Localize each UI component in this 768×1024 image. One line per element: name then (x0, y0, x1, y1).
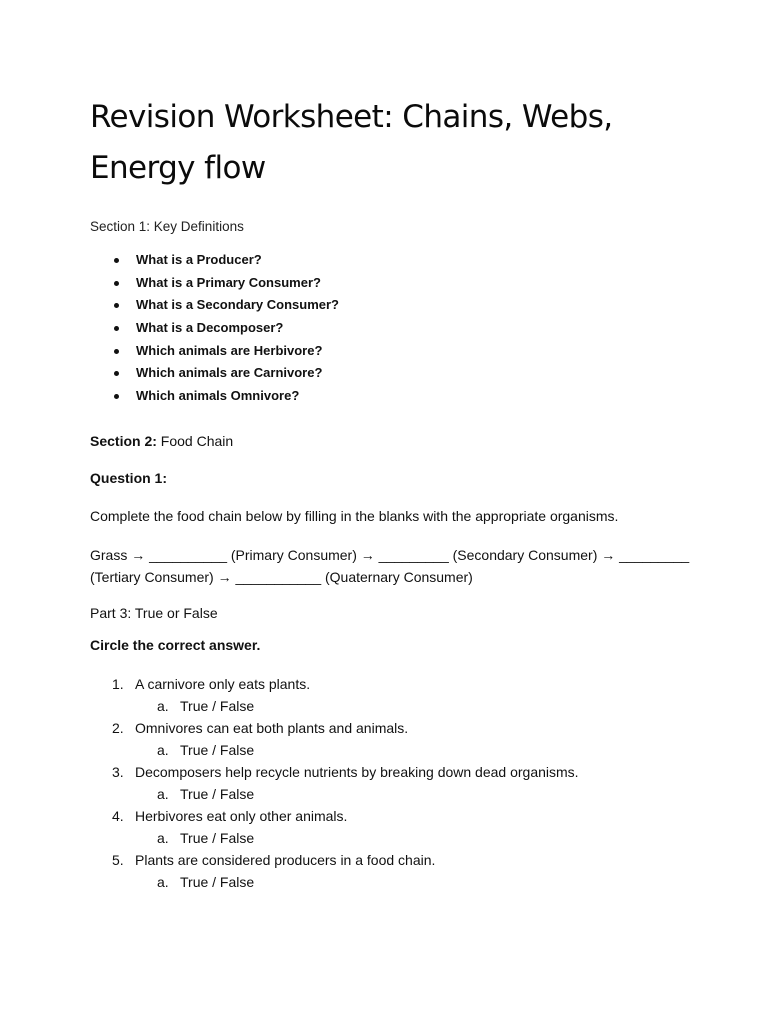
question-statement (90, 761, 579, 783)
definition-text: Which animals Omnivore? (136, 388, 300, 404)
bullet-icon (114, 258, 119, 263)
section2-heading (90, 433, 233, 449)
answer-row (90, 739, 579, 761)
section1-heading: Section 1: Key Definitions (90, 219, 244, 234)
question-statement (90, 805, 579, 827)
question-instruction: Complete the food chain below by filling in the blanks with the appropriate organisms. (90, 508, 619, 524)
bullet-icon (114, 394, 119, 399)
question-text: Omnivores can eat both plants and animals. (135, 720, 409, 736)
question-number: 5. (112, 852, 124, 868)
section2-heading-rest: Food Chain (156, 433, 234, 449)
question-number: 1. (112, 676, 124, 692)
list-item (90, 761, 579, 805)
definition-item (90, 272, 339, 295)
list-item (90, 717, 579, 761)
answer-letter: a. (157, 874, 169, 890)
answer-row (90, 827, 579, 849)
question-number: 4. (112, 808, 124, 824)
definition-text: What is a Secondary Consumer? (136, 297, 339, 313)
bullet-icon (114, 371, 119, 376)
bullet-icon (114, 349, 119, 354)
question-label: Question 1: (90, 470, 168, 486)
question-statement (90, 717, 579, 739)
true-false-choice[interactable]: True / False (180, 698, 255, 714)
answer-letter: a. (157, 786, 169, 802)
answer-letter: a. (157, 698, 169, 714)
definition-item (90, 340, 339, 363)
list-item (90, 805, 579, 849)
definition-text: What is a Primary Consumer? (136, 274, 321, 290)
question-text: A carnivore only eats plants. (135, 676, 311, 692)
true-false-choice[interactable]: True / False (180, 786, 255, 802)
question-text: Decomposers help recycle nutrients by breaking down dead organisms. (135, 764, 579, 780)
answer-letter: a. (157, 830, 169, 846)
list-item (90, 673, 579, 717)
part3-instruction: Circle the correct answer. (90, 637, 261, 653)
question-statement (90, 673, 579, 695)
true-false-list (90, 673, 579, 893)
definitions-list (90, 249, 339, 408)
true-false-choice[interactable]: True / False (180, 874, 255, 890)
question-number: 2. (112, 720, 124, 736)
definition-text: What is a Producer? (136, 252, 262, 267)
page-title: Revision Worksheet: Chains, Webs, Energy flow (90, 99, 613, 186)
definition-text: Which animals are Carnivore? (136, 365, 323, 381)
list-item (90, 849, 579, 893)
definition-item (90, 294, 339, 317)
food-chain-blanks: Grass → __________ (Primary Consumer) → _________ (Secondary Consumer) → _________ (Tertiary Consumer) → ___________ (Quaternary Consumer) (90, 547, 690, 585)
question-number: 3. (112, 764, 124, 780)
definition-item (90, 249, 339, 272)
answer-row (90, 871, 579, 893)
part3-heading: Part 3: True or False (90, 605, 218, 621)
question-text: Herbivores eat only other animals. (135, 808, 348, 824)
section2-heading-bold: Section 2: (90, 433, 157, 449)
answer-letter: a. (157, 742, 169, 758)
definition-item (90, 362, 339, 385)
definition-text: What is a Decomposer? (136, 320, 284, 336)
answer-row (90, 695, 579, 717)
definition-item (90, 317, 339, 340)
definition-item (90, 385, 339, 408)
question-statement (90, 849, 579, 871)
true-false-choice[interactable]: True / False (180, 830, 255, 846)
bullet-icon (114, 281, 119, 286)
bullet-icon (114, 303, 119, 308)
true-false-choice[interactable]: True / False (180, 742, 255, 758)
question-text: Plants are considered producers in a food chain. (135, 852, 436, 868)
bullet-icon (114, 326, 119, 331)
answer-row (90, 783, 579, 805)
definition-text: Which animals are Herbivore? (136, 342, 323, 358)
